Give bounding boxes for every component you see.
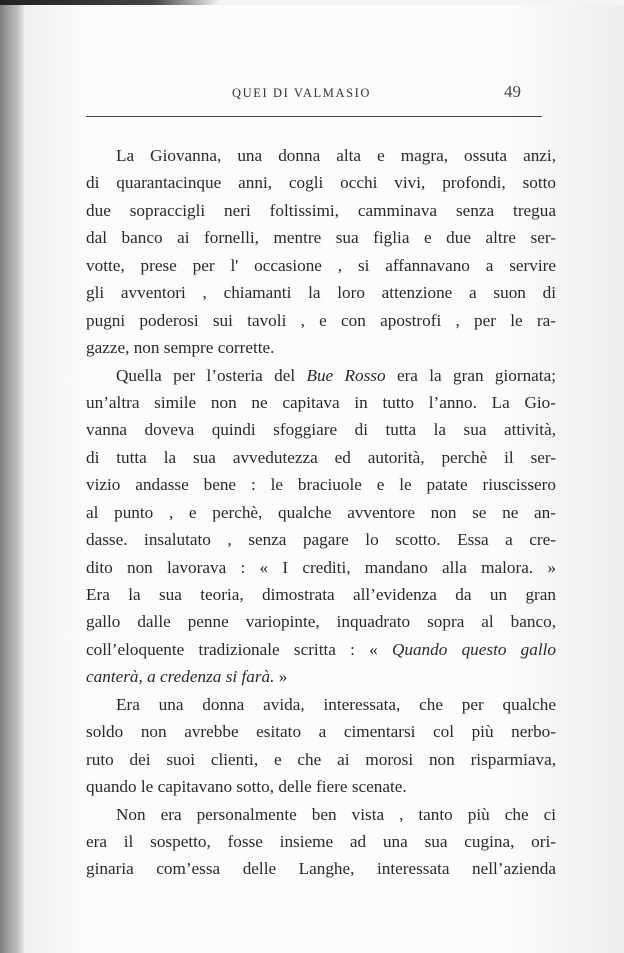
text-line: Era la sua teoria, dimostrata all’evidenza da un gran bbox=[86, 585, 556, 604]
text-line: dal banco ai fornelli, mentre sua figlia e due altre ser- bbox=[86, 228, 556, 248]
text-line: al punto , e perchè, qualche avventore non se ne an- bbox=[86, 502, 556, 522]
header-rule bbox=[86, 116, 542, 117]
text-line: Era una donna avida, interessata, che per qualche bbox=[116, 694, 556, 714]
italic-text-segment: Bue Rosso bbox=[306, 365, 386, 385]
text-line: La Giovanna, una donna alta e magra, ossuta anzi, bbox=[116, 146, 556, 165]
text-line: ginaria com’essa delle Langhe, interessata nell’azienda bbox=[86, 859, 556, 879]
text-line: soldo non avrebbe esitato a cimentarsi col più nerbo- bbox=[86, 722, 556, 742]
text-line: vanna doveva quindi sfoggiare di tutta la sua attività, bbox=[86, 420, 556, 440]
text-line: era il sospetto, fosse insieme ad una sua cugina, ori- bbox=[86, 831, 556, 851]
text-line: quando le capitavano sotto, delle fiere scenate. bbox=[86, 777, 407, 797]
book-spine-shadow bbox=[0, 0, 24, 953]
text-line: pugni poderosi sui tavoli , e con apostrofi , per le ra- bbox=[86, 310, 556, 330]
text-line bbox=[86, 636, 556, 663]
text-line: due sopraccigli neri foltissimi, camminava senza tregua bbox=[86, 200, 556, 220]
running-header bbox=[86, 84, 556, 106]
text-line: Non era personalmente ben vista , tanto più che ci bbox=[116, 804, 556, 824]
text-segment: Quella per l’osteria del bbox=[116, 365, 307, 385]
text-line: dito non lavorava : « I crediti, mandano alla malora. » bbox=[86, 557, 556, 577]
text-line bbox=[86, 362, 556, 389]
text-line: di tutta la sua avvedutezza ed autorità, perchè il ser- bbox=[86, 447, 556, 467]
text-line: votte, prese per l' occasione , si affannavano a servire bbox=[86, 255, 556, 275]
italic-text-segment: canterà, a credenza si farà. bbox=[86, 667, 275, 687]
text-segment: era la gran giornata; bbox=[385, 365, 556, 385]
text-line: gallo dalle penne variopinte, inquadrato sopra al banco, bbox=[86, 612, 556, 632]
text-line: dasse. insalutato , senza pagare lo scotto. Essa a cre- bbox=[86, 530, 556, 550]
page-number: 49 bbox=[504, 82, 521, 101]
text-line: gli avventori , chiamanti la loro attenzione a suon di bbox=[86, 283, 556, 303]
text-segment: » bbox=[274, 667, 288, 687]
text-line: un’altra simile non ne capitava in tutto l’anno. La Gio- bbox=[86, 392, 556, 412]
text-line: gazze, non sempre corrette. bbox=[86, 338, 275, 358]
text-segment: coll’eloquente tradizionale scritta : « bbox=[86, 639, 392, 659]
body-text bbox=[86, 142, 556, 883]
text-line bbox=[86, 663, 556, 690]
text-line: ruto dei suoi clienti, e che ai morosi non risparmiava, bbox=[86, 749, 556, 769]
running-title: QUEI DI VALMASIO bbox=[232, 86, 372, 100]
italic-text-segment: Quando questo gallo bbox=[391, 639, 556, 659]
text-line: di quarantacinque anni, cogli occhi vivi, profondi, sotto bbox=[86, 173, 556, 193]
text-line: vizio andasse bene : le braciuole e le patate riuscissero bbox=[86, 475, 556, 495]
